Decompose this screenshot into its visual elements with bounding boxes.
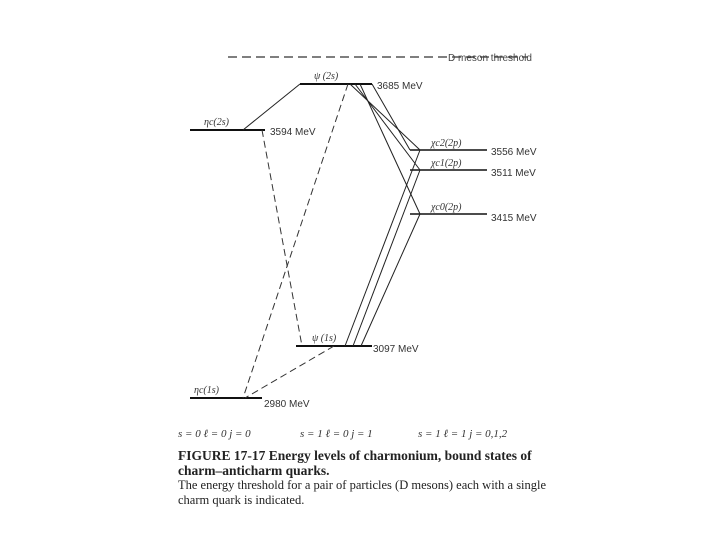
energy-chi-c2: 3556 MeV: [491, 147, 537, 158]
state-etac-2s: ηc(2s): [204, 117, 229, 128]
caption-title: FIGURE 17-17 Energy levels of charmonium, bound states of charm–anticharm quarks.: [178, 448, 532, 478]
figure-caption: [178, 448, 558, 508]
threshold-label: D meson threshold: [448, 53, 532, 64]
quantum-numbers-group-2: s = 1 ℓ = 0 j = 1: [300, 428, 373, 440]
energy-etac-1s: 2980 MeV: [264, 399, 310, 410]
state-psi-2s: ψ (2s): [314, 71, 339, 82]
state-psi-1s: ψ (1s): [312, 333, 337, 344]
energy-psi-1s: 3097 MeV: [373, 344, 419, 355]
energy-psi-2s: 3685 MeV: [377, 81, 423, 92]
state-chi-c1: χc1(2p): [431, 158, 462, 169]
quantum-numbers-group-1: s = 0 ℓ = 0 j = 0: [178, 428, 251, 440]
energy-chi-c0: 3415 MeV: [491, 213, 537, 224]
state-etac-1s: ηc(1s): [194, 385, 219, 396]
energy-chi-c1: 3511 MeV: [491, 168, 536, 179]
caption-text: The energy threshold for a pair of particles (D mesons) each with a single charm quark is indicated.: [178, 478, 547, 507]
state-chi-c0: χc0(2p): [431, 202, 462, 213]
solid-transitions: [243, 84, 420, 346]
quantum-numbers-group-3: s = 1 ℓ = 1 j = 0,1,2: [418, 428, 508, 440]
state-chi-c2: χc2(2p): [431, 138, 462, 149]
energy-etac-2s: 3594 MeV: [270, 127, 316, 138]
